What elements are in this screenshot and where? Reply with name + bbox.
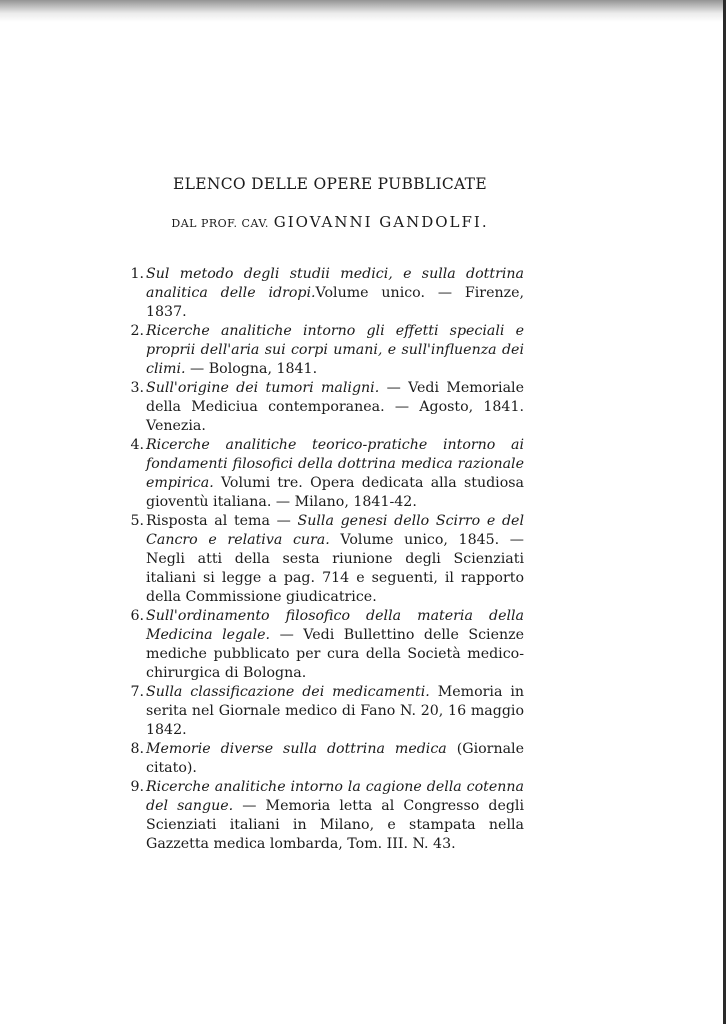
- list-item: [124, 740, 524, 778]
- author-name: GIOVANNI GANDOLFI.: [273, 213, 489, 231]
- item-details: Volume unico. — Firenze, 1837.: [146, 285, 524, 320]
- item-number: 5.: [130, 513, 144, 529]
- item-title: Ricerche analitiche intorno la cagione della cotenna del sangue.: [146, 779, 524, 814]
- list-item: [124, 512, 524, 607]
- item-title: Sulla classificazione dei medicamenti.: [146, 684, 430, 700]
- author-prefix: DAL PROF. CAV.: [171, 217, 269, 230]
- item-title: Sul metodo degli studii medici, e sulla dottrina analitica delle idropi.: [146, 266, 524, 301]
- list-item: [124, 322, 524, 379]
- list-item: [124, 436, 524, 512]
- item-title: Memorie diverse sulla dottrina medica: [146, 741, 447, 757]
- list-item: [124, 683, 524, 740]
- item-details: (Giornale citato).: [146, 741, 524, 776]
- page-subtitle: [0, 213, 660, 231]
- works-list: [124, 265, 524, 854]
- item-number: 3.: [130, 380, 144, 396]
- item-details: — Vedi Bullettino delle Scienze mediche pubblicato per cura della Società medico-chirurgica di Bologna.: [146, 627, 524, 681]
- list-item: [124, 778, 524, 854]
- item-details: Volumi tre. Opera dedicata alla studiosa gioventù italiana. — Milano, 1841-42.: [146, 475, 524, 510]
- item-details: — Bologna, 1841.: [185, 361, 318, 377]
- item-details: — Vedi Memoriale della Mediciua contemporanea. — Agosto, 1841. Venezia.: [146, 380, 524, 434]
- item-title: Sulla genesi dello Scirro e del Cancro e relativa cura.: [146, 513, 524, 548]
- item-title: Sull'ordinamento filosofico della materia della Medicina legale.: [146, 608, 524, 643]
- page-title: ELENCO DELLE OPERE PUBBLICATE: [173, 175, 487, 193]
- item-details: Memoria in serita nel Giornale medico di Fano N. 20, 16 maggio 1842.: [146, 684, 524, 738]
- item-number: 8.: [130, 741, 144, 757]
- item-intro: Risposta al tema —: [146, 513, 298, 529]
- item-number: 1.: [130, 266, 144, 282]
- item-details: Volume unico, 1845. — Negli atti della sesta riunione degli Scienziati italiani si legge a pag. 714 e seguenti, il rapporto della Commissione giudicatrice.: [146, 532, 524, 605]
- item-title: Sull'origine dei tumori maligni.: [146, 380, 380, 396]
- item-number: 4.: [130, 437, 144, 453]
- list-item: [124, 607, 524, 683]
- item-number: 7.: [130, 684, 144, 700]
- scan-shadow-top: [0, 0, 726, 22]
- item-number: 2.: [130, 323, 144, 339]
- item-title: Ricerche analitiche intorno gli effetti speciali e proprii dell'aria sui corpi umani, e sull'influenza dei climi.: [146, 323, 524, 377]
- item-number: 9.: [130, 779, 144, 795]
- list-item: [124, 265, 524, 322]
- list-item: [124, 379, 524, 436]
- item-details: — Memoria letta al Congresso degli Scienziati italiani in Milano, e stampata nella Gazzetta medica lombarda, Tom. III. N. 43.: [146, 798, 525, 852]
- item-number: 6.: [130, 608, 144, 624]
- item-title: Ricerche analitiche teorico-pratiche intorno ai fondamenti filosofici della dottrina medica razionale empirica.: [146, 437, 524, 491]
